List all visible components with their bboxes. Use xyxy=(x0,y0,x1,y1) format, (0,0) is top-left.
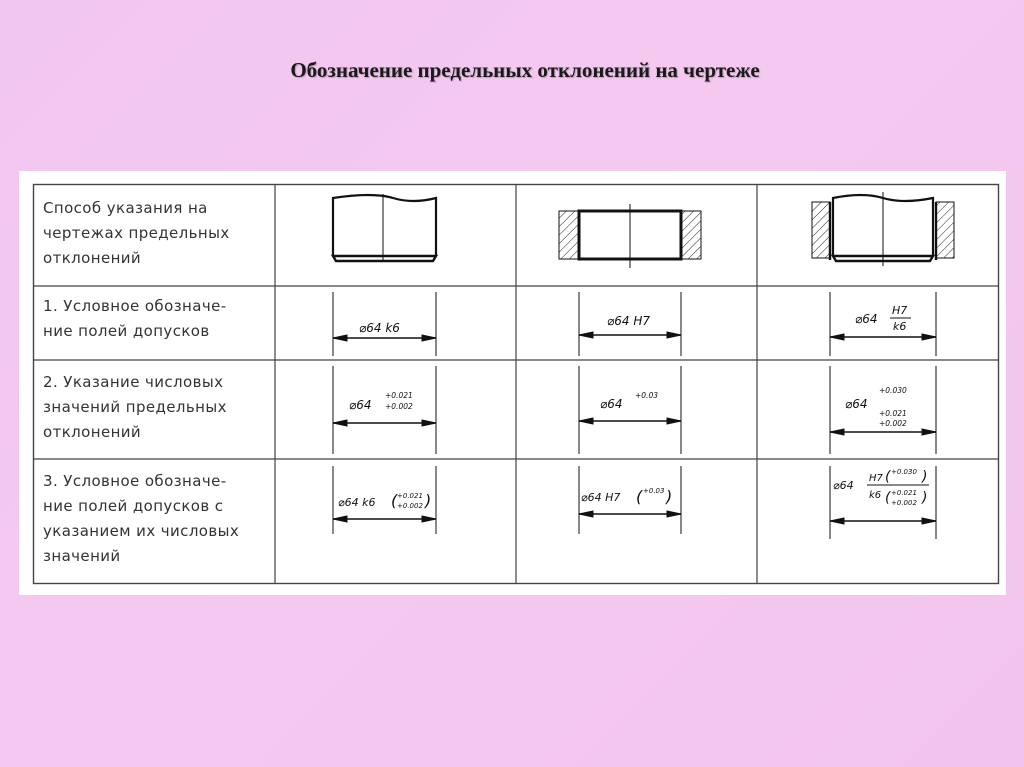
row-label-method: Способ указания на чертежах предельных отклонений xyxy=(43,199,230,267)
dim-fit-dia-2: ⌀64 xyxy=(845,397,868,411)
dim-shaft-lower: +0.002 xyxy=(385,402,413,411)
dim3-fit-paren2-open: ( xyxy=(885,490,891,506)
row3-dimensions xyxy=(33,184,999,584)
dim3-shaft-upper: +0.021 xyxy=(397,492,423,500)
dim3-fit-k6-lower: +0.002 xyxy=(891,499,917,507)
dim-fit-lower-k6: +0.002 xyxy=(879,419,907,428)
dim3-fit-H7: H7 xyxy=(869,473,883,484)
row-label-2: 2. Указание числовых значений предельных отклонений xyxy=(43,373,227,441)
dim-hole-upper: +0.03 xyxy=(635,391,658,400)
dim3-shaft: ⌀64 k6 xyxy=(338,496,376,509)
dim3-fit-paren2-close: ) xyxy=(922,490,928,506)
dim-hole-H7: ⌀64 H7 xyxy=(607,314,650,328)
dim3-hole-upper: +0.03 xyxy=(643,487,665,495)
dim-shaft-k6: ⌀64 k6 xyxy=(359,321,400,335)
dim-shaft-upper: +0.021 xyxy=(385,391,413,400)
dim-hole-dia: ⌀64 xyxy=(600,397,623,411)
row-label-3: 3. Условное обозначе- ние полей допусков с указанием их числовых значений xyxy=(43,472,240,565)
dim3-hole-paren-close: ) xyxy=(666,487,673,506)
page-title: Обозначение предельных отклонений на чертеже xyxy=(290,58,760,82)
dim3-shaft-paren-open: ( xyxy=(391,491,398,510)
dim3-fit-paren1-close: ) xyxy=(922,469,928,485)
dim-shaft-dia: ⌀64 xyxy=(349,398,372,412)
dim3-fit-dia: ⌀64 xyxy=(833,479,854,492)
dim-fit-H7: H7 xyxy=(892,304,908,317)
dim3-hole: ⌀64 H7 xyxy=(581,491,621,504)
dim3-fit-paren1-open: ( xyxy=(885,469,891,485)
row-label-1: 1. Условное обозначе- ние полей допусков xyxy=(43,297,227,340)
dim-fit-upper-H7: +0.030 xyxy=(879,386,907,395)
dim-fit-upper-k6: +0.021 xyxy=(879,409,907,418)
dim-fit-dia: ⌀64 xyxy=(855,312,878,326)
dim3-hole-paren-open: ( xyxy=(636,487,643,506)
dim-fit-k6: k6 xyxy=(893,320,907,333)
dim3-shaft-paren-close: ) xyxy=(425,491,432,510)
tolerance-table-panel xyxy=(19,171,1006,595)
tolerance-table xyxy=(33,184,999,584)
dim3-shaft-lower: +0.002 xyxy=(397,502,423,510)
dim3-fit-k6: k6 xyxy=(869,490,882,501)
dim3-fit-H7-upper: +0.030 xyxy=(891,468,917,476)
dim3-fit-k6-upper: +0.021 xyxy=(891,489,917,497)
